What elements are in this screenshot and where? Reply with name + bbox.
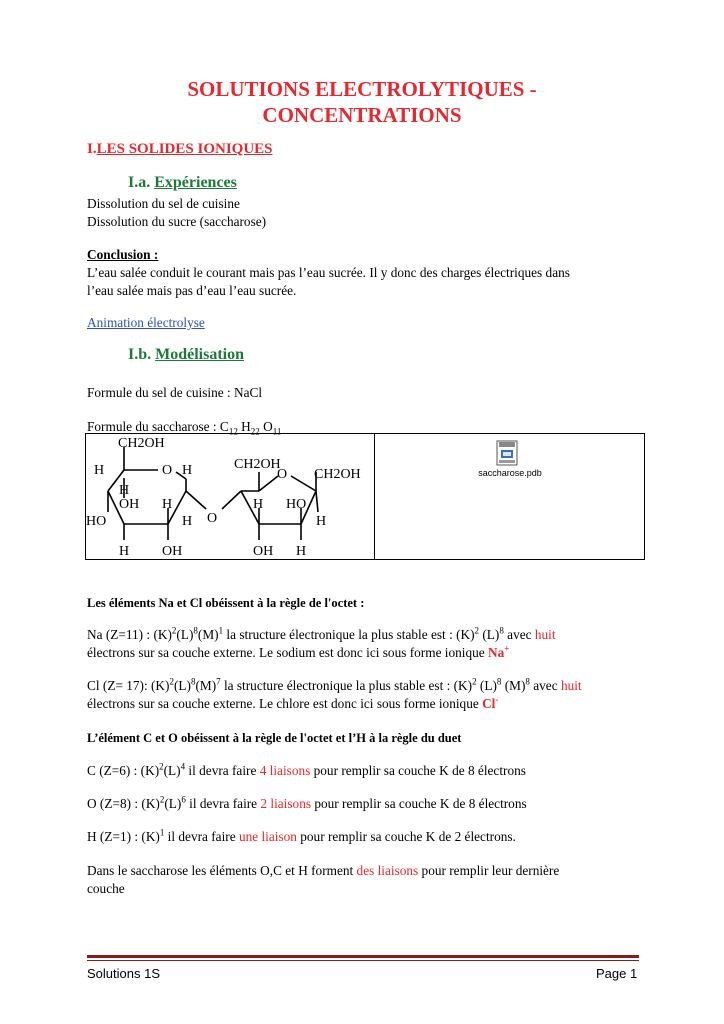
formula-text: H: [237, 419, 251, 434]
highlight: 2 liaisons: [260, 796, 312, 811]
superscript: 6: [181, 794, 186, 805]
text: pour remplir sa couche K de 8 électrons: [311, 796, 527, 811]
na-paragraph: [87, 626, 556, 662]
subscript: 12: [228, 426, 238, 437]
highlight: huit: [534, 627, 556, 642]
text: (L): [164, 796, 182, 811]
highlight: une liaison: [238, 829, 297, 844]
pdb-file-icon[interactable]: [496, 440, 518, 466]
h-label: H: [182, 463, 193, 478]
text: la structure électronique la plus stable est : (K): [220, 678, 473, 693]
duet-heading: L’élément C et O obéissent à la règle de l'octet et l’H à la règle du duet: [87, 731, 462, 745]
text: électrons sur sa couche externe. Le chlore est donc ici sous forme ionique: [87, 696, 483, 711]
h-label: H: [182, 514, 193, 529]
ch2oh-label: CH2OH: [314, 467, 361, 482]
subscript: 11: [272, 426, 282, 437]
text: la structure électronique la plus stable est : (K): [223, 627, 475, 642]
oh-label: OH: [119, 497, 140, 512]
formula-nacl: Formule du sel de cuisine : NaCl: [87, 385, 263, 400]
page-title: [0, 76, 724, 128]
table-divider: [374, 434, 375, 559]
h-label: H: [119, 483, 130, 498]
animation-link[interactable]: Animation électrolyse: [87, 315, 205, 330]
formula-text: Formule du saccharose : C: [87, 419, 229, 434]
superscript: 2: [171, 625, 177, 636]
footer-rule-thick: [87, 955, 639, 958]
ch2oh-label: CH2OH: [118, 436, 165, 451]
section-heading-1: [87, 141, 273, 158]
section-number: I.: [87, 141, 97, 157]
ho-label: HO: [86, 514, 107, 529]
o-label: O: [277, 467, 288, 482]
experiment-line: Dissolution du sucre (saccharose): [87, 214, 267, 229]
subsection-number: I.a.: [128, 174, 151, 191]
saccharose-structure-diagram: [86, 434, 373, 559]
o-bridge-label: O: [207, 511, 218, 526]
h-label: H: [94, 463, 105, 478]
text: pour remplir sa couche K de 8 électrons: [310, 763, 526, 778]
ion-charge: -: [495, 694, 499, 705]
subscript: 22: [250, 426, 260, 437]
text: H (Z=1) : (K): [87, 829, 160, 844]
ion-symbol: Na: [488, 645, 505, 660]
superscript: 2: [472, 676, 477, 687]
h-label: H: [316, 514, 327, 529]
experiment-list: [87, 195, 266, 231]
c-line: [87, 762, 526, 780]
superscript: 1: [159, 827, 165, 838]
octet-heading: Les éléments Na et Cl obéissent à la règle de l'octet :: [87, 596, 365, 610]
superscript: 2: [159, 761, 164, 772]
footer-rule-thin: [87, 960, 639, 961]
superscript: 2: [159, 794, 165, 805]
final-paragraph: [87, 862, 559, 898]
superscript: 8: [525, 676, 530, 687]
experiment-line: Dissolution du sel de cuisine: [87, 196, 240, 211]
text: (M): [501, 678, 526, 693]
title-line-1: SOLUTIONS ELECTROLYTIQUES -: [187, 77, 537, 101]
text: (L): [176, 627, 194, 642]
superscript: 2: [474, 625, 480, 636]
formula-text: O: [259, 419, 273, 434]
o-line: [87, 795, 527, 813]
text: (L): [476, 678, 497, 693]
ch2oh-label: CH2OH: [234, 457, 281, 472]
h-label: H: [253, 497, 264, 512]
subsection-heading-a: [128, 174, 237, 192]
text: (L): [173, 678, 191, 693]
text: (L): [479, 627, 500, 642]
text: C (Z=6) : (K): [87, 763, 160, 778]
h-label: H: [296, 544, 307, 559]
highlight: des liaisons: [356, 863, 419, 878]
structure-table: [85, 433, 645, 560]
oh-label: OH: [253, 544, 274, 559]
text: Dans le saccharose les éléments O,C et H forment: [87, 863, 357, 878]
ion-symbol: Cl: [482, 696, 496, 711]
oh-label: OH: [162, 544, 183, 559]
text: (M): [195, 678, 217, 693]
text: électrons sur sa couche externe. Le sodium est donc ici sous forme ionique: [87, 645, 489, 660]
h-label: H: [162, 497, 173, 512]
subsection-label: Modélisation: [155, 346, 245, 363]
text: (M): [197, 627, 219, 642]
text: il devra faire: [164, 829, 239, 844]
highlight: huit: [560, 678, 582, 693]
subsection-heading-b: [128, 346, 244, 364]
subsection-label: Expériences: [154, 174, 237, 191]
superscript: 7: [216, 676, 221, 687]
text: couche: [87, 881, 125, 896]
conclusion-line: l’eau salée mais pas d’eau l’eau sucrée.: [87, 283, 297, 298]
title-line-2: CONCENTRATIONS: [262, 103, 462, 127]
superscript: 4: [180, 761, 186, 772]
section-label: LES SOLIDES IONIQUES: [96, 141, 273, 157]
superscript: 1: [218, 625, 224, 636]
text: avec: [503, 627, 535, 642]
text: pour remplir leur dernière: [418, 863, 560, 878]
conclusion-label: Conclusion :: [87, 247, 159, 262]
superscript: 8: [499, 625, 504, 636]
page-number: Page 1: [596, 966, 638, 981]
text: avec: [529, 678, 561, 693]
text: il devra faire: [185, 763, 260, 778]
subsection-number: I.b.: [128, 346, 152, 363]
superscript: 8: [190, 676, 196, 687]
superscript: 8: [496, 676, 502, 687]
pdb-file-label[interactable]: saccharose.pdb: [478, 468, 542, 478]
conclusion-block: [87, 246, 570, 300]
text: il devra faire: [185, 796, 261, 811]
cl-paragraph: [87, 677, 582, 713]
highlight: 4 liaisons: [259, 763, 311, 778]
text: Cl (Z= 17): (K): [87, 678, 170, 693]
text: Na (Z=11) : (K): [87, 627, 172, 642]
superscript: 2: [169, 676, 174, 687]
superscript: 8: [193, 625, 198, 636]
h-label: H: [119, 544, 130, 559]
ion-charge: +: [504, 643, 510, 654]
text: (L): [163, 763, 181, 778]
ho-label: HO: [286, 497, 307, 512]
text: pour remplir sa couche K de 2 électrons.: [296, 829, 516, 844]
h-line: [87, 828, 516, 846]
footer-title: Solutions 1S: [87, 966, 160, 981]
o-label: O: [162, 463, 173, 478]
conclusion-line: L’eau salée conduit le courant mais pas l’eau sucrée. Il y donc des charges électriques dans: [87, 265, 570, 280]
text: O (Z=8) : (K): [87, 796, 160, 811]
